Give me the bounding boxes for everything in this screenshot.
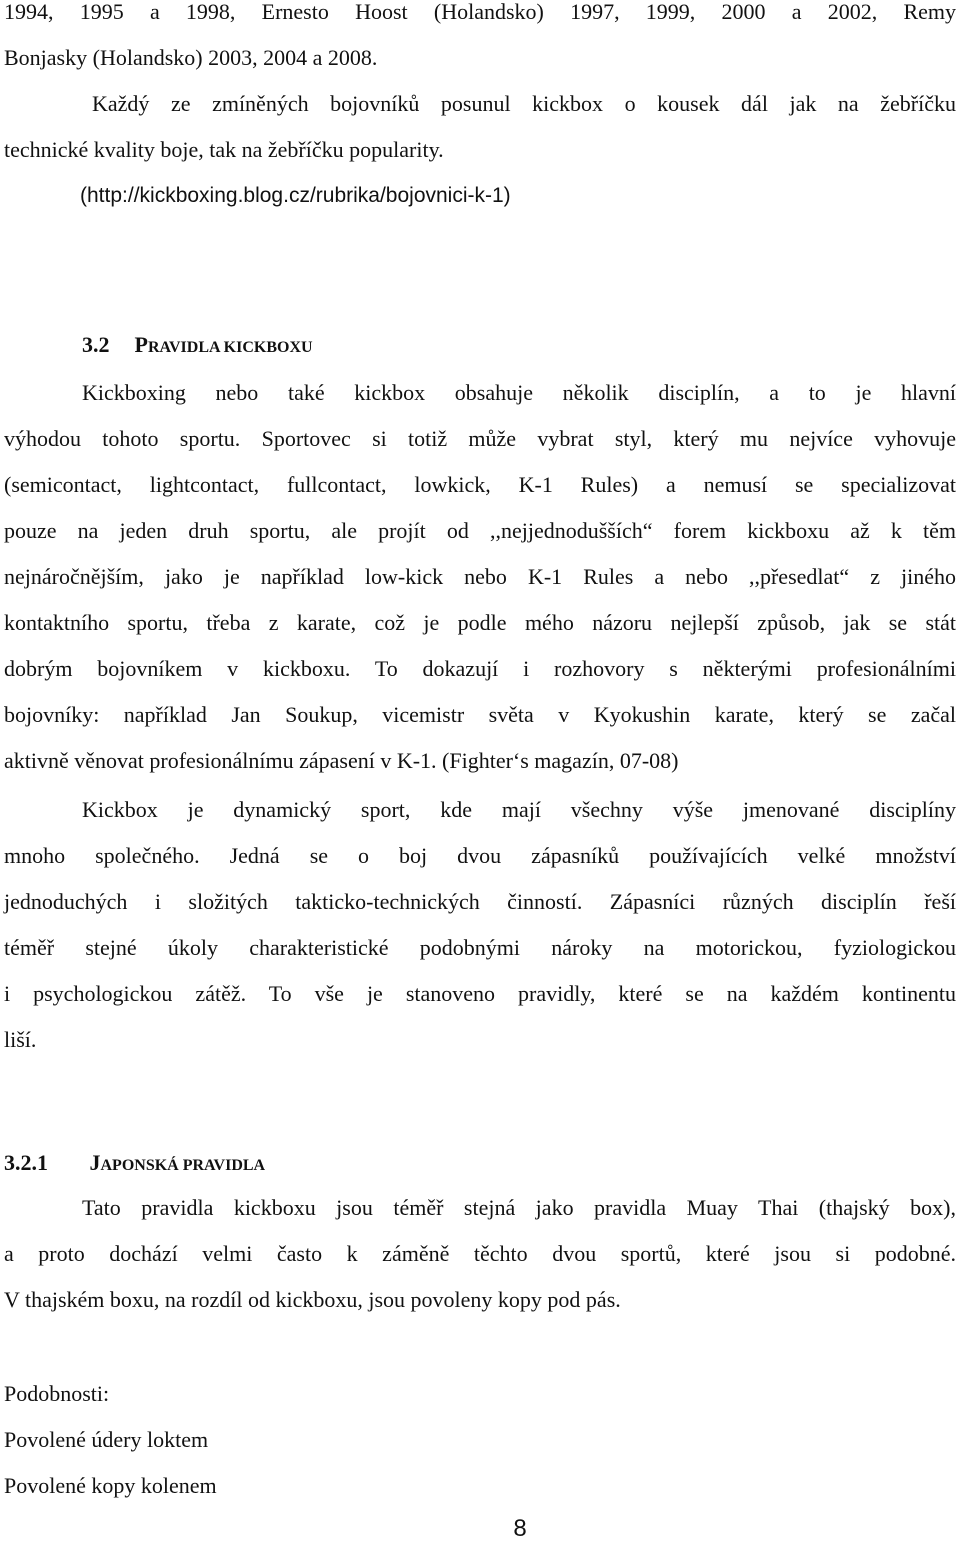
subsection-paragraph (4, 1185, 956, 1323)
section-title: PRAVIDLA KICKBOXU (134, 332, 313, 357)
list-title: Podobnosti: (4, 1381, 110, 1406)
section-paragraph (4, 787, 956, 1063)
text-line: 1994, 1995 a 1998, Ernesto Hoost (Holandsko) 1997, 1999, 2000 a 2002, Remy (4, 0, 956, 24)
text-line: Tato pravidla kickboxu jsou téměř stejná jako pravidla Muay Thai (thajský box), (82, 1195, 956, 1220)
text-line: i psychologickou zátěž. To vše je stanoveno pravidly, které se na každém kontinentu (4, 981, 956, 1006)
section-number: 3.2 (82, 332, 110, 357)
text-line: téměř stejné úkoly charakteristické podobnými nároky na motorickou, fyziologickou (4, 935, 956, 960)
text-line: (semicontact, lightcontact, fullcontact, lowkick, K-1 Rules) a nemusí se specializovat (4, 472, 956, 497)
text-line: Kickbox je dynamický sport, kde mají všechny výše jmenované disciplíny (82, 797, 956, 822)
text-line: pouze na jeden druh sportu, ale projít od ,,nejjednodušších“ forem kickboxu až k těm (4, 518, 956, 543)
source-citation: (http://kickboxing.blog.cz/rubrika/bojovnici-k-1) (80, 184, 511, 207)
text-line: V thajském boxu, na rozdíl od kickboxu, jsou povoleny kopy pod pás. (4, 1287, 621, 1312)
text-line: bojovníky: například Jan Soukup, vicemistr světa v Kyokushin karate, který se začal (4, 702, 956, 727)
section-heading (82, 322, 313, 368)
intro-paragraph (4, 0, 956, 219)
subsection-heading (4, 1140, 265, 1186)
list-item: Povolené údery loktem (4, 1427, 209, 1452)
text-line: Kickboxing nebo také kickbox obsahuje několik disciplín, a to je hlavní (82, 380, 956, 405)
text-line: mnoho společného. Jedná se o boj dvou zápasníků používajících velké množství (4, 843, 956, 868)
text-line: Každý ze zmíněných bojovníků posunul kickbox o kousek dál jak na žebříčku (92, 91, 956, 116)
text-line: a proto dochází velmi často k záměně těchto dvou sportů, které jsou si podobné. (4, 1241, 956, 1266)
text-line: kontaktního sportu, třeba z karate, což je podle mého názoru nejlepší způsob, jak se stát (4, 610, 956, 635)
text-line: výhodou tohoto sportu. Sportovec si totiž může vybrat styl, který mu nejvíce vyhovuje (4, 426, 956, 451)
list-item: Povolené kopy kolenem (4, 1473, 217, 1498)
section-paragraph (4, 370, 956, 784)
text-line: aktivně věnovat profesionálnímu zápasení v K-1. (Fighter‘s magazín, 07-08) (4, 748, 679, 773)
text-line: liší. (4, 1027, 37, 1052)
subsection-number: 3.2.1 (4, 1150, 48, 1175)
text-line: nejnáročnějším, jako je například low-kick nebo K-1 Rules a nebo ,,přesedlat“ z jiného (4, 564, 956, 589)
text-line: Bonjasky (Holandsko) 2003, 2004 a 2008. (4, 45, 378, 70)
subsection-title: JAPONSKÁ PRAVIDLA (89, 1150, 266, 1175)
text-line: jednoduchých i složitých takticko-technických činností. Zápasníci různých disciplín řeší (4, 889, 956, 914)
similarities-list (4, 1371, 217, 1509)
text-line: dobrým bojovníkem v kickboxu. To dokazují i rozhovory s některými profesionálními (4, 656, 956, 681)
page-number: 8 (513, 1515, 527, 1542)
text-line: technické kvality boje, tak na žebříčku popularity. (4, 137, 444, 162)
